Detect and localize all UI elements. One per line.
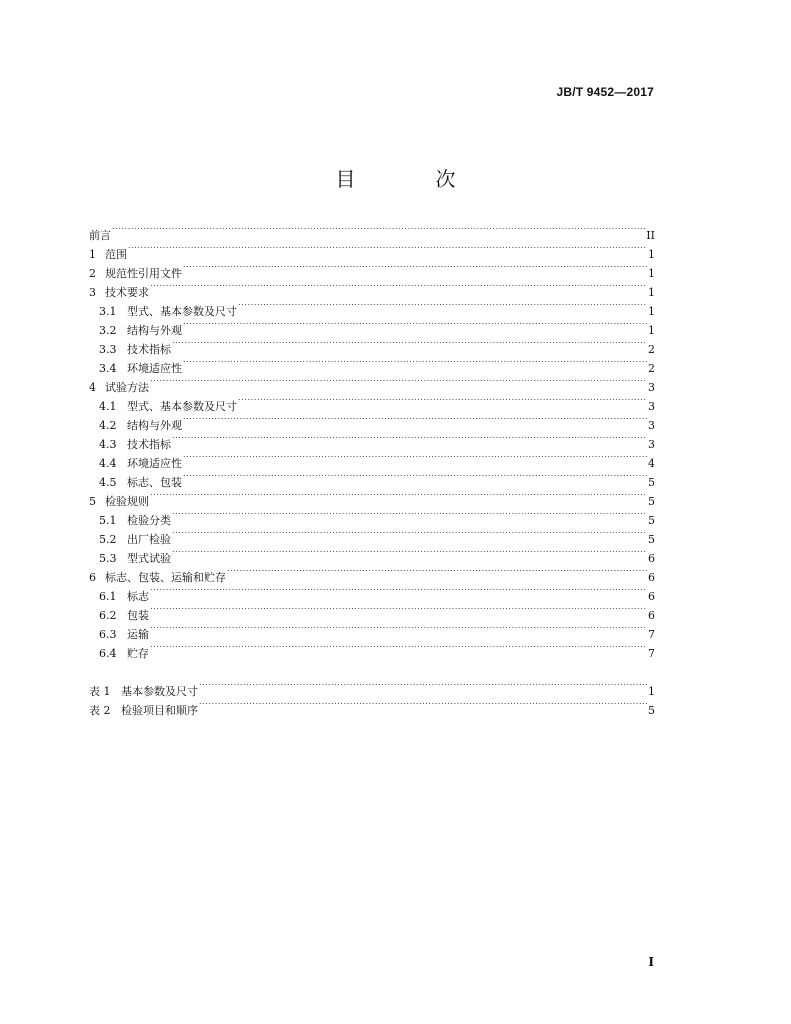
toc-entry-title: 包装 [127, 609, 149, 622]
toc-entry-title: 技术指标 [127, 438, 171, 451]
toc-entry[interactable] [89, 562, 655, 584]
toc-entry-number: 6.3 [99, 628, 117, 641]
toc-leader-dots [150, 638, 647, 657]
toc-leader-dots [183, 448, 647, 467]
toc-entry-number: 5.2 [99, 533, 117, 546]
toc-leader-dots [150, 372, 647, 391]
toc-entry-number: 6 [89, 571, 96, 584]
toc-entry[interactable] [89, 448, 655, 470]
toc-entry-number: 4.3 [99, 438, 117, 451]
toc-entry-title: 出厂检验 [127, 533, 171, 546]
toc-leader-dots [172, 543, 647, 562]
toc-leader-dots [183, 467, 647, 486]
toc-entry-page: 1 [648, 286, 655, 299]
toc-entry-title: 标志、包装、运输和贮存 [105, 571, 226, 584]
toc-entry[interactable] [89, 543, 655, 565]
toc-entry[interactable] [89, 619, 655, 641]
toc-leader-dots [238, 391, 647, 410]
toc-leader-dots [150, 486, 647, 505]
toc-entry-title: 环境适应性 [127, 362, 182, 375]
toc-leader-dots [172, 429, 647, 448]
toc-entry[interactable] [89, 239, 655, 261]
toc-entry-number: 5 [89, 495, 96, 508]
toc-leader-dots [183, 410, 647, 429]
toc-leader-dots [112, 220, 645, 239]
toc-leader-dots [172, 524, 647, 543]
toc-entry-number: 6.4 [99, 647, 117, 660]
toc-entry-page: 4 [648, 457, 655, 470]
toc-entry[interactable] [89, 486, 655, 508]
toc-entry-title: 型式、基本参数及尺寸 [127, 400, 237, 413]
toc-entry-number: 3.4 [99, 362, 117, 375]
toc-entry-number: 3.2 [99, 324, 117, 337]
toc-entry-page: 1 [648, 324, 655, 337]
toc-entry[interactable] [89, 296, 655, 318]
toc-entry-number: 4.4 [99, 457, 117, 470]
toc-entry-page: 1 [648, 305, 655, 318]
toc-entry[interactable] [89, 524, 655, 546]
toc-leader-dots [128, 239, 647, 258]
toc-leader-dots [172, 334, 647, 353]
toc-entry[interactable] [89, 258, 655, 280]
toc-entry-page: 7 [648, 628, 655, 641]
toc-leader-dots [150, 619, 647, 638]
toc-entry-page: 5 [648, 476, 655, 489]
toc-entry-title: 运输 [127, 628, 149, 641]
toc-entry-title: 前言 [89, 229, 111, 242]
toc-entry-number: 表 1 [89, 685, 111, 698]
toc-entry-number: 5.3 [99, 552, 117, 565]
toc-entry[interactable] [89, 638, 655, 660]
toc-leader-dots [183, 353, 647, 372]
toc-entry[interactable] [89, 353, 655, 375]
toc-entry[interactable] [89, 581, 655, 603]
toc-entry-number: 5.1 [99, 514, 117, 527]
toc-leader-dots [150, 600, 647, 619]
toc-leader-dots [150, 581, 647, 600]
toc-entry-title: 型式、基本参数及尺寸 [127, 305, 237, 318]
toc-entry[interactable] [89, 600, 655, 622]
toc-entry-title: 基本参数及尺寸 [121, 685, 198, 698]
toc-entry-number: 3.1 [99, 305, 117, 318]
toc-entry-number: 4.2 [99, 419, 117, 432]
toc-entry-number: 1 [89, 248, 96, 261]
toc-entry-page: 1 [648, 685, 655, 698]
toc-entry-number: 4.5 [99, 476, 117, 489]
toc-entry-title: 结构与外观 [127, 419, 182, 432]
toc-entry-number: 4 [89, 381, 96, 394]
toc-entry-title: 标志、包装 [127, 476, 182, 489]
toc-entry-page: 2 [648, 343, 655, 356]
toc-entry-page: 3 [648, 400, 655, 413]
toc-entry-page: 5 [648, 704, 655, 717]
toc-entry-title: 技术指标 [127, 343, 171, 356]
toc-entry-page: 3 [648, 438, 655, 451]
toc-entry[interactable] [89, 220, 655, 242]
toc-entry-page: 2 [648, 362, 655, 375]
toc-entry[interactable] [89, 391, 655, 413]
toc-leader-dots [172, 505, 647, 524]
toc-leader-dots [150, 277, 647, 296]
table-of-contents [89, 220, 655, 717]
page-number: I [648, 955, 654, 969]
toc-entry-title: 试验方法 [105, 381, 149, 394]
toc-entry-title: 标志 [127, 590, 149, 603]
toc-entry-title: 型式试验 [127, 552, 171, 565]
toc-leader-dots [227, 562, 647, 581]
toc-leader-dots [238, 296, 647, 315]
toc-entry-page: 1 [648, 267, 655, 280]
toc-entry-title: 技术要求 [105, 286, 149, 299]
toc-entry-title: 结构与外观 [127, 324, 182, 337]
toc-leader-dots [199, 695, 647, 714]
toc-entry-page: 6 [648, 571, 655, 584]
toc-entry-page: 3 [648, 381, 655, 394]
toc-entry-title: 贮存 [127, 647, 149, 660]
toc-entry-page: 7 [648, 647, 655, 660]
toc-entry-number: 3 [89, 286, 96, 299]
toc-entry[interactable] [89, 429, 655, 451]
toc-entry[interactable] [89, 505, 655, 527]
toc-leader-dots [199, 676, 647, 695]
toc-entry-title: 环境适应性 [127, 457, 182, 470]
toc-entry-page: II [646, 229, 655, 242]
toc-entry-title: 范围 [105, 248, 127, 261]
toc-entry-number: 表 2 [89, 704, 111, 717]
toc-entry-number: 6.1 [99, 590, 117, 603]
toc-entry-page: 6 [648, 590, 655, 603]
toc-entry-title: 检验分类 [127, 514, 171, 527]
toc-entry[interactable] [89, 676, 655, 698]
toc-entry-number: 4.1 [99, 400, 117, 413]
toc-leader-dots [183, 315, 647, 334]
toc-entry-page: 5 [648, 514, 655, 527]
toc-entry-title: 检验规则 [105, 495, 149, 508]
toc-title: 目 次 [335, 167, 486, 191]
toc-entry-page: 5 [648, 533, 655, 546]
toc-entry-title: 规范性引用文件 [105, 267, 182, 280]
toc-entry-number: 3.3 [99, 343, 117, 356]
toc-entry-page: 6 [648, 552, 655, 565]
toc-entry-page: 3 [648, 419, 655, 432]
toc-entry-number: 2 [89, 267, 96, 280]
toc-entry[interactable] [89, 372, 655, 394]
toc-entry[interactable] [89, 277, 655, 299]
toc-entry-number: 6.2 [99, 609, 117, 622]
toc-entry-page: 6 [648, 609, 655, 622]
toc-entry-title: 检验项目和顺序 [121, 704, 198, 717]
toc-leader-dots [183, 258, 647, 277]
toc-entry-page: 5 [648, 495, 655, 508]
toc-entry-page: 1 [648, 248, 655, 261]
toc-entry[interactable] [89, 334, 655, 356]
standard-code: JB/T 9452—2017 [556, 85, 654, 99]
